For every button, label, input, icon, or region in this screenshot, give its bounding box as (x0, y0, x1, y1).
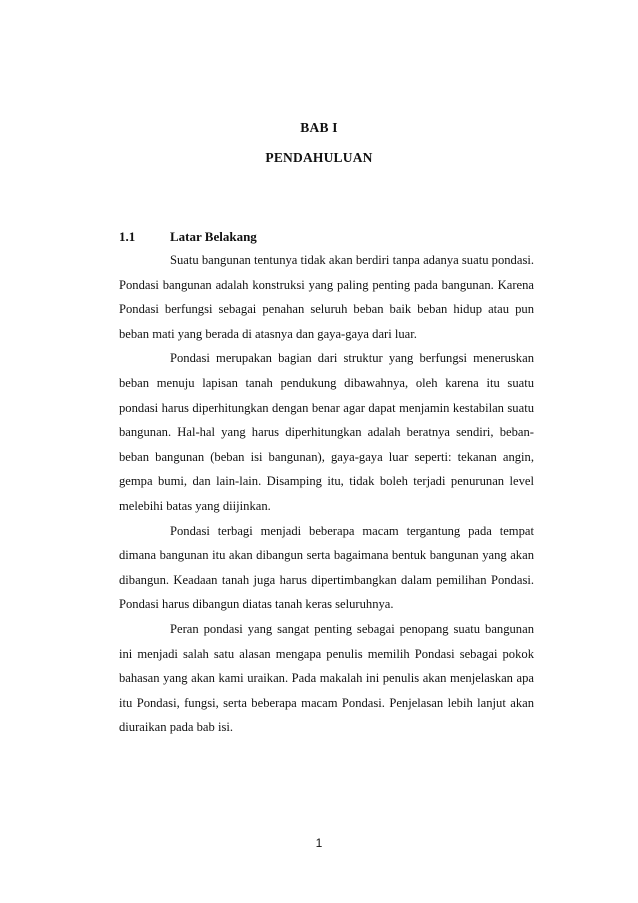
page-number: 1 (315, 836, 323, 850)
section-title: Latar Belakang (170, 229, 257, 244)
body-text (119, 248, 534, 740)
paragraph: Pondasi merupakan bagian dari struktur yang berfungsi meneruskan beban menuju lapisan tanah pendukung dibawahnya, oleh karena itu suatu pondasi harus diperhitungkan dengan benar agar dapat menjamin kestabilan suatu bangunan. Hal-hal yang harus diperhitungkan adalah beratnya sendiri, beban-beban bangunan (beban isi bangunan), gaya-gaya luar seperti: tekanan angin, gempa bumi, dan lain-lain. Disamping itu, tidak boleh terjadi penurunan level melebihi batas yang diijinkan. (119, 351, 534, 513)
section-heading (119, 229, 257, 245)
chapter-number: BAB I (300, 120, 338, 135)
paragraph: Suatu bangunan tentunya tidak akan berdiri tanpa adanya suatu pondasi. Pondasi bangunan adalah konstruksi yang paling penting pada bangunan. Karena Pondasi berfungsi sebagai penahan seluruh beban baik beban hidup atau pun beban mati yang berada di atasnya dan gaya-gaya dari luar. (119, 253, 534, 341)
chapter-title: PENDAHULUAN (265, 150, 373, 165)
section-number: 1.1 (119, 229, 136, 244)
paragraph: Peran pondasi yang sangat penting sebagai penopang suatu bangunan ini menjadi salah satu alasan mengapa penulis memilih Pondasi sebagai pokok bahasan yang akan kami uraikan. Pada makalah ini penulis akan menjelaskan apa itu Pondasi, fungsi, serta beberapa macam Pondasi. Penjelasan lebih lanjut akan diuraikan pada bab isi. (119, 621, 534, 735)
paragraph: Pondasi terbagi menjadi beberapa macam tergantung pada tempat dimana bangunan itu akan dibangun serta bagaimana bentuk bangunan yang akan dibangun. Keadaan tanah juga harus dipertimbangkan dalam pemilihan Pondasi. Pondasi harus dibangun diatas tanah keras seluruhnya. (119, 523, 534, 612)
